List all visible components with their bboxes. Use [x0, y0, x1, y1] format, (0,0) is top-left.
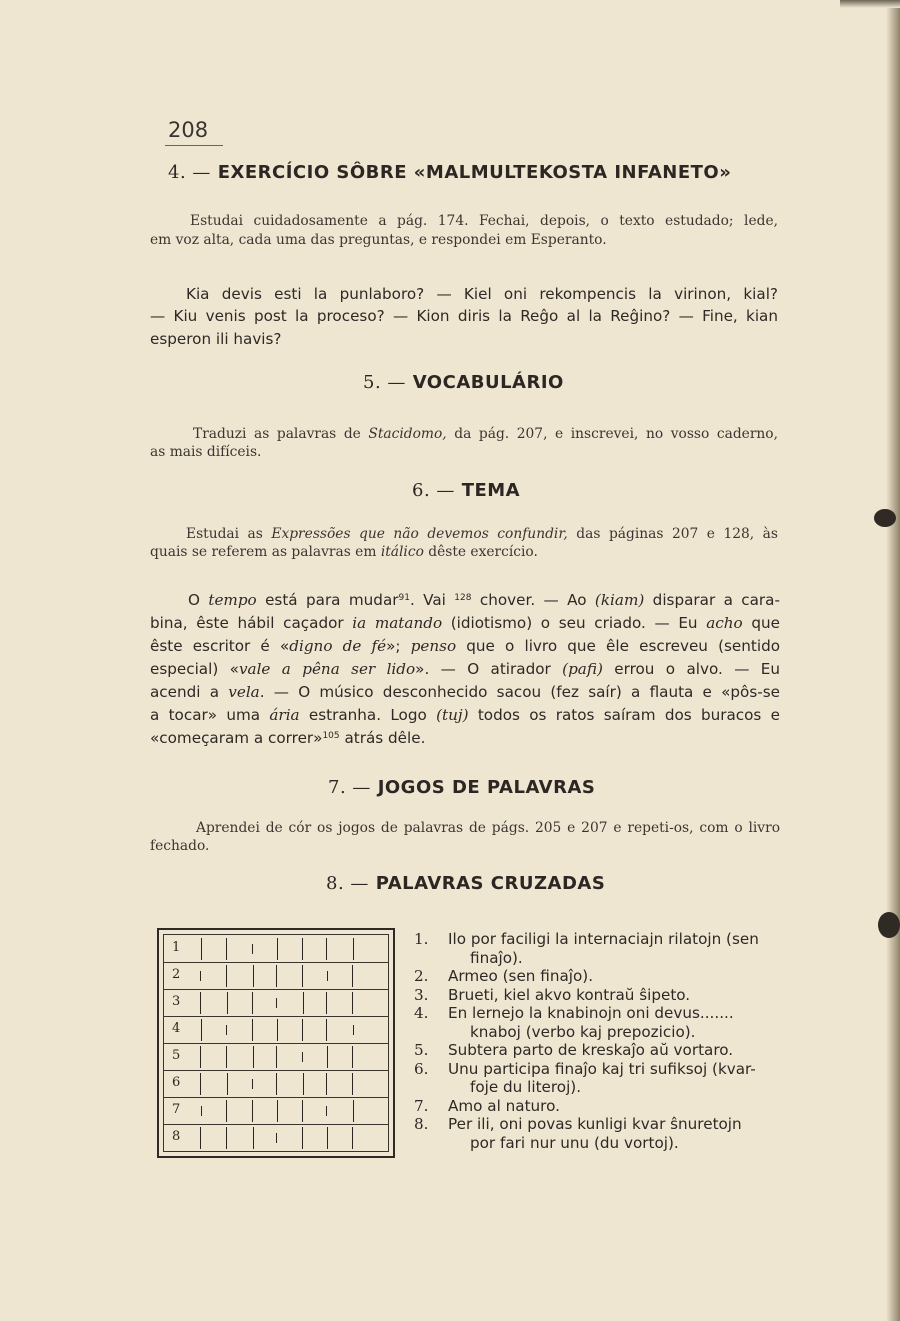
section-title: EXERCÍCIO SÔBRE «MALMULTEKOSTA INFANETO» — [217, 162, 732, 183]
clue-text: Ilo por faciligi la internaciajn rilatojn (sen — [448, 930, 759, 948]
crossword-cell-divider — [352, 1073, 353, 1095]
clue-text: Subtera parto de kreskaĵo aŭ vortaro. — [448, 1041, 734, 1059]
text: . Vai — [409, 591, 455, 609]
text: (idiotismo) o seu criado. — Eu — [442, 614, 707, 632]
instruction-line — [186, 525, 778, 543]
crossword-cell-divider — [353, 1100, 354, 1122]
crossword-cell-divider — [277, 1019, 278, 1041]
text: bina, êste hábil caçador — [150, 614, 353, 632]
instruction-line: em voz alta, cada uma das preguntas, e respondei em Esperanto. — [150, 232, 607, 248]
clue-text: Armeo (sen finaĵo). — [448, 967, 594, 985]
crossword-clue — [414, 1115, 790, 1152]
question-line: — Kiu venis post la proceso? — Kion diris la Reĝo al la Reĝino? — Fine, kian — [150, 307, 778, 325]
italic-text: penso — [410, 637, 457, 655]
crossword-row-number: 6 — [172, 1075, 181, 1090]
crossword-clue — [414, 1060, 790, 1097]
crossword-clue — [414, 1097, 790, 1116]
crossword-cell-divider — [226, 1100, 227, 1122]
crossword-clue — [414, 1041, 790, 1060]
text: »; — [386, 637, 411, 655]
crossword-row-number: 2 — [172, 967, 181, 982]
italic-text: Expressões que não devemos confundir, — [271, 526, 568, 542]
exercise-line — [150, 704, 780, 727]
crossword-clue — [414, 930, 790, 967]
crossword-grid — [157, 928, 395, 1158]
text: estranha. Logo — [299, 706, 437, 724]
crossword-cell-divider — [226, 965, 227, 987]
clue-number: 6. — [414, 1059, 429, 1078]
crossword-clue — [414, 1004, 790, 1041]
italic-text: acho — [706, 614, 743, 632]
clue-text: Unu participa finaĵo kaj tri sufiksoj (kvar- — [448, 1059, 756, 1078]
section-6-heading — [412, 480, 520, 501]
clue-text-continued: finaĵo). — [470, 948, 523, 967]
crossword-row — [164, 1070, 388, 1098]
crossword-row — [164, 1124, 388, 1151]
crossword-cell-divider — [326, 1073, 327, 1095]
crossword-row-number: 7 — [172, 1102, 181, 1117]
crossword-cell-divider — [327, 1046, 328, 1068]
text: Traduzi as palavras de — [193, 426, 369, 442]
crossword-cell-divider — [352, 1046, 353, 1068]
reference-number: 128 — [454, 593, 472, 603]
crossword-cell-divider — [201, 1106, 202, 1116]
crossword-cell-divider — [302, 1052, 303, 1062]
text: que o livro que êle escreveu (sentido — [456, 637, 781, 655]
crossword-cell-divider — [201, 1019, 202, 1041]
instruction-line: as mais difíceis. — [150, 444, 262, 460]
crossword-cell-divider — [227, 992, 228, 1014]
crossword-cell-divider — [200, 992, 201, 1014]
crossword-cell-divider — [302, 1127, 303, 1149]
crossword-cell-divider — [352, 992, 353, 1014]
clue-text: En lernejo la knabinojn oni devus....... — [448, 1004, 734, 1022]
clue-number: 3. — [414, 985, 429, 1004]
exercise-line — [150, 681, 780, 704]
text: da pág. 207, e inscrevei, no vosso caderno, — [446, 426, 778, 442]
clue-number: 1. — [414, 930, 429, 948]
italic-text: itálico — [380, 544, 424, 560]
crossword-cell-divider — [276, 965, 277, 987]
crossword-cell-divider — [252, 1100, 253, 1122]
exercise-line — [150, 658, 780, 681]
crossword-cell-divider — [200, 1046, 201, 1068]
crossword-clue — [414, 986, 790, 1005]
crossword-cell-divider — [252, 944, 253, 954]
italic-text: vela — [228, 683, 260, 701]
crossword-cell-divider — [276, 1073, 277, 1095]
text: está para mudar — [256, 591, 399, 609]
reference-number: 91 — [398, 593, 410, 603]
clue-number: 4. — [414, 1004, 429, 1022]
text: a tocar» uma — [150, 706, 270, 724]
question-line: esperon ili havis? — [150, 330, 282, 348]
clue-text-continued: por fari nur unu (du vortoj). — [470, 1133, 679, 1152]
crossword-row — [164, 1043, 388, 1071]
question-line: Kia devis esti la punlaboro? — Kiel oni rekompencis la virinon, kial? — [186, 285, 778, 303]
italic-text: ia matando — [352, 614, 443, 632]
italic-text: (pafi) — [562, 660, 603, 678]
clue-number: 8. — [414, 1115, 429, 1133]
italic-text: ária — [269, 706, 300, 724]
crossword-cell-divider — [276, 1046, 277, 1068]
section-5-heading — [363, 372, 564, 393]
clue-number: 5. — [414, 1041, 429, 1059]
page-number: 208 — [168, 118, 209, 142]
crossword-cell-divider — [303, 992, 304, 1014]
crossword-cell-divider — [200, 1127, 201, 1149]
crossword-cell-divider — [252, 1079, 253, 1089]
crossword-grid-inner — [163, 934, 389, 1152]
italic-text: Stacidomo, — [368, 426, 447, 442]
section-number: 8. — — [326, 873, 369, 894]
crossword-cell-divider — [253, 1046, 254, 1068]
crossword-cell-divider — [227, 1073, 228, 1095]
crossword-cell-divider — [326, 1019, 327, 1041]
section-number: 5. — — [363, 372, 406, 393]
crossword-clues — [414, 930, 790, 1152]
instruction-line: fechado. — [150, 838, 210, 854]
clue-text: Per ili, oni povas kunligi kvar ŝnuretojn — [448, 1115, 742, 1133]
crossword-row-number: 4 — [172, 1021, 181, 1036]
clue-text-continued: foje du literoj). — [470, 1078, 582, 1096]
crossword-cell-divider — [353, 1025, 354, 1035]
text: disparar a cara- — [644, 591, 780, 609]
crossword-row-number: 8 — [172, 1129, 181, 1144]
section-title: VOCABULÁRIO — [412, 372, 564, 393]
crossword-row-number: 3 — [172, 994, 181, 1009]
crossword-cell-divider — [302, 1019, 303, 1041]
exercise-line — [150, 727, 425, 750]
text: «começaram a correr» — [150, 729, 323, 747]
instruction-line: Aprendei de cór os jogos de palavras de págs. 205 e 207 e repeti-os, com o livro — [196, 820, 780, 836]
page-edge-shadow — [886, 0, 900, 1321]
crossword-cell-divider — [302, 938, 303, 960]
crossword-cell-divider — [277, 1100, 278, 1122]
text: êste escritor é « — [150, 637, 290, 655]
crossword-cell-divider — [303, 1073, 304, 1095]
section-title: PALAVRAS CRUZADAS — [375, 873, 606, 894]
section-number: 4. — — [168, 162, 211, 183]
exercise-line — [150, 635, 780, 658]
crossword-cell-divider — [226, 938, 227, 960]
text: especial) « — [150, 660, 239, 678]
section-7-heading — [328, 777, 595, 798]
section-number: 6. — — [412, 480, 455, 501]
section-number: 7. — — [328, 777, 371, 798]
crossword-cell-divider — [326, 938, 327, 960]
text: dêste exercício. — [423, 544, 538, 560]
crossword-cell-divider — [276, 998, 277, 1008]
italic-text: vale a pêna ser lido — [238, 660, 416, 678]
crossword-cell-divider — [302, 1100, 303, 1122]
clue-text-continued: knaboj (verbo kaj prepozicio). — [470, 1022, 696, 1041]
crossword-cell-divider — [200, 1073, 201, 1095]
crossword-row-number: 5 — [172, 1048, 181, 1063]
text: atrás dêle. — [339, 729, 426, 747]
text: quais se referem as palavras em — [150, 544, 381, 560]
text: que — [742, 614, 780, 632]
clue-text: Brueti, kiel akvo kontraŭ ŝipeto. — [448, 985, 691, 1004]
crossword-cell-divider — [226, 1025, 227, 1035]
crossword-row — [164, 962, 388, 990]
section-8-heading — [326, 873, 605, 894]
crossword-cell-divider — [253, 1127, 254, 1149]
section-4-heading — [168, 162, 731, 183]
reference-number: 105 — [322, 731, 340, 741]
crossword-cell-divider — [252, 992, 253, 1014]
clue-number: 2. — [414, 967, 429, 985]
crossword-cell-divider — [352, 965, 353, 987]
crossword-cell-divider — [276, 1133, 277, 1143]
italic-text: tempo — [208, 591, 257, 609]
crossword-row — [164, 1097, 388, 1125]
page-number-rule — [165, 145, 223, 146]
instruction-line — [193, 425, 778, 443]
crossword-cell-divider — [252, 1019, 253, 1041]
crossword-row-number: 1 — [172, 940, 181, 955]
crossword-cell-divider — [226, 1046, 227, 1068]
text: todos os ratos saíram dos buracos e — [468, 706, 780, 724]
section-title: JOGOS DE PALAVRAS — [377, 777, 596, 798]
clue-number: 7. — [414, 1096, 429, 1115]
crossword-cell-divider — [327, 1127, 328, 1149]
text: errou o alvo. — Eu — [602, 660, 781, 678]
instruction-line: Estudai cuidadosamente a pág. 174. Fechai, depois, o texto estudado; lede, — [190, 213, 778, 229]
crossword-cell-divider — [277, 938, 278, 960]
italic-text: digno de fé — [289, 637, 387, 655]
text: O — [188, 591, 209, 609]
exercise-line — [150, 612, 780, 635]
crossword-cell-divider — [226, 1127, 227, 1149]
crossword-cell-divider — [353, 938, 354, 960]
crossword-cell-divider — [253, 965, 254, 987]
crossword-cell-divider — [352, 1127, 353, 1149]
ink-blot — [874, 509, 896, 527]
text: chover. — Ao — [471, 591, 595, 609]
text: ». — O atirador — [415, 660, 563, 678]
italic-text: (tuj) — [436, 706, 469, 724]
crossword-row — [164, 989, 388, 1017]
crossword-cell-divider — [327, 971, 328, 981]
crossword-cell-divider — [201, 938, 202, 960]
crossword-row — [164, 1016, 388, 1044]
italic-text: (kiam) — [594, 591, 645, 609]
crossword-cell-divider — [200, 971, 201, 981]
section-title: TEMA — [461, 480, 521, 501]
text: das páginas 207 e 128, às — [567, 526, 778, 542]
crossword-cell-divider — [326, 1106, 327, 1116]
instruction-line — [150, 543, 538, 561]
text: . — O músico desconhecido sacou (fez saír) a flauta e «pôs-se — [259, 683, 780, 701]
exercise-line — [188, 589, 780, 612]
text: Estudai as — [186, 526, 272, 542]
crossword-cell-divider — [326, 992, 327, 1014]
page-corner-shadow — [840, 0, 900, 8]
ink-blot — [878, 912, 900, 938]
crossword-clue — [414, 967, 790, 986]
clue-text: Amo al naturo. — [448, 1096, 560, 1115]
crossword-row — [164, 935, 388, 963]
crossword-cell-divider — [302, 965, 303, 987]
text: acendi a — [150, 683, 229, 701]
